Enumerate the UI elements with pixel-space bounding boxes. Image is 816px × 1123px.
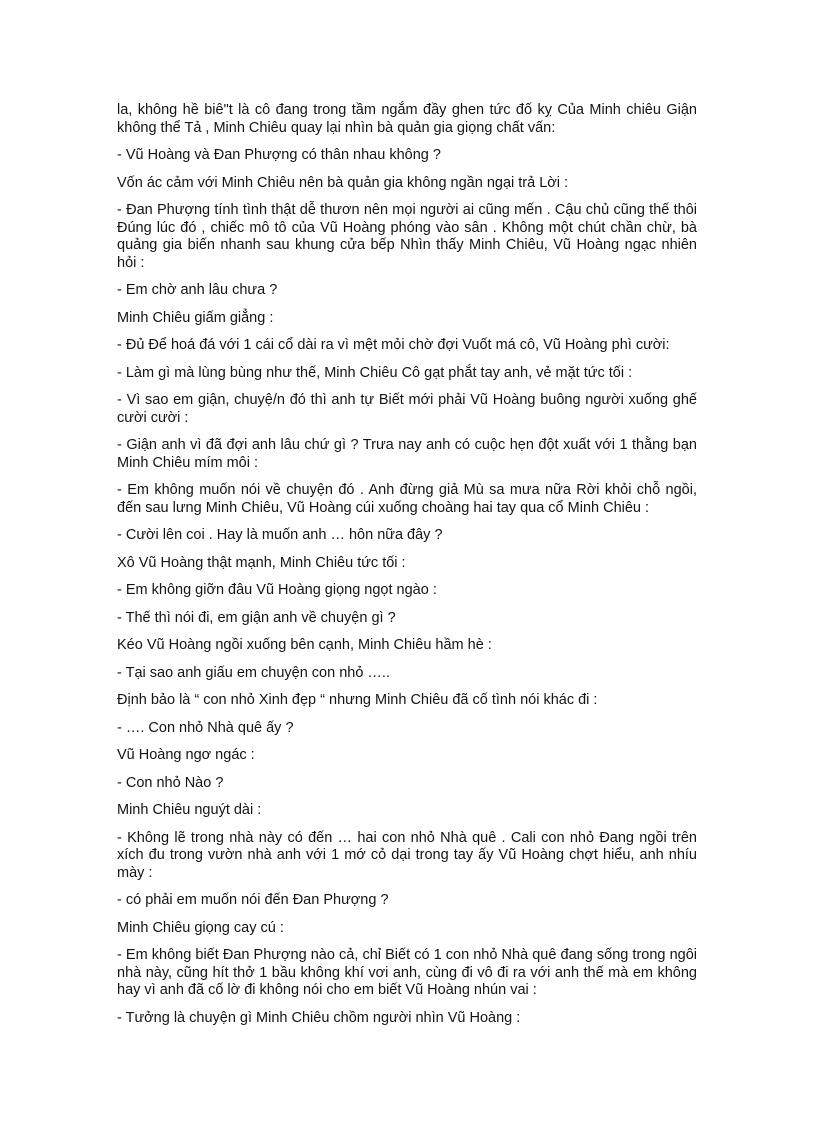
paragraph: - Tưởng là chuyện gì Minh Chiêu chồm người nhìn Vũ Hoàng :: [117, 1009, 521, 1026]
paragraph: - Giận anh vì đã đợi anh lâu chứ gì ? Trưa nay anh có cuộc hẹn đột xuất với 1 thằng bạn Minh Chiêu mím môi :: [117, 437, 697, 471]
paragraph: - Vũ Hoàng và Đan Phượng có thân nhau không ?: [117, 147, 441, 163]
paragraph: Xô Vũ Hoàng thật mạnh, Minh Chiêu tức tối :: [117, 554, 406, 571]
paragraph: - Làm gì mà lùng bùng như thế, Minh Chiêu Cô gạt phắt tay anh, vẻ mặt tức tối :: [117, 364, 633, 381]
paragraph: Minh Chiêu giọng cay cú :: [117, 919, 284, 936]
paragraph: Vốn ác cảm với Minh Chiêu nên bà quản gia không ngần ngại trả Lời :: [117, 174, 569, 191]
paragraph: - Không lẽ trong nhà này có đến … hai con nhỏ Nhà quê . Cali con nhỏ Đang ngồi trên xích đu trong vườn nhà anh với 1 mớ cỏ dại trong tay ấy Vũ Hoàng chợt hiểu, anh nhíu mày :: [117, 829, 697, 881]
paragraph: - có phải em muốn nói đến Đan Phượng ?: [117, 892, 389, 908]
paragraph: - Tại sao anh giấu em chuyện con nhỏ …..: [117, 664, 390, 681]
paragraph: - Em không giỡn đâu Vũ Hoàng giọng ngọt ngào :: [117, 582, 437, 598]
paragraph: Minh Chiêu giấm giẳng :: [117, 309, 274, 326]
paragraph: - Con nhỏ Nào ?: [117, 774, 224, 791]
paragraph: - Em không biết Đan Phượng nào cả, chỉ Biết có 1 con nhỏ Nhà quê đang sống trong ngôi nhà này, cũng hít thở 1 bầu không khí vơi anh, cùng đi vô đi ra với anh thế mà em không hay vì anh đã cố lờ đi không nói cho em biết Vũ Hoàng nhún vai :: [117, 947, 697, 998]
paragraph: la, không hề biê"t là cô đang trong tầm ngắm đầy ghen tức đố kỵ Của Minh chiêu Giận không thể Tả , Minh Chiêu quay lại nhìn bà quản gia giọng chất vấn:: [117, 102, 697, 136]
paragraph: - …. Con nhỏ Nhà quê ấy ?: [117, 719, 294, 736]
paragraph: Minh Chiêu nguýt dài :: [117, 802, 262, 818]
paragraph: - Cười lên coi . Hay là muốn anh … hôn nữa đây ?: [117, 527, 443, 543]
paragraph: - Thế thì nói đi, em giận anh về chuyện gì ?: [117, 609, 396, 626]
paragraph: - Em không muốn nói về chuyện đó . Anh đừng giả Mù sa mưa nữa Rời khỏi chỗ ngồi, đến sau lưng Minh Chiêu, Vũ Hoàng cúi xuống choàng hai tay qua cổ Minh Chiêu :: [117, 482, 697, 516]
paragraph: Định bảo là “ con nhỏ Xinh đẹp “ nhưng Minh Chiêu đã cố tình nói khác đi :: [117, 692, 598, 708]
document-body: [117, 102, 697, 1037]
paragraph: Vũ Hoàng ngơ ngác :: [117, 747, 255, 763]
paragraph: - Vì sao em giận, chuyệ/n đó thì anh tự Biết mới phải Vũ Hoàng buông người xuống ghế cười cười :: [117, 392, 697, 426]
paragraph: - Đan Phượng tính tình thật dễ thươn nên mọi người ai cũng mến . Cậu chủ cũng thế thôi Đúng lúc đó , chiếc mô tô của Vũ Hoàng phóng vào sân . Không một chút chần chừ, bà quảng gia biến nhanh sau khung cửa bếp Nhìn thấy Minh Chiêu, Vũ Hoàng ngạc nhiên hỏi :: [117, 202, 697, 271]
paragraph: - Em chờ anh lâu chưa ?: [117, 282, 278, 298]
paragraph: Kéo Vũ Hoàng ngồi xuống bên cạnh, Minh Chiêu hầm hè :: [117, 637, 492, 653]
paragraph: - Đủ Để hoá đá với 1 cái cổ dài ra vì mệt mỏi chờ đợi Vuốt má cô, Vũ Hoàng phì cười:: [117, 337, 670, 353]
